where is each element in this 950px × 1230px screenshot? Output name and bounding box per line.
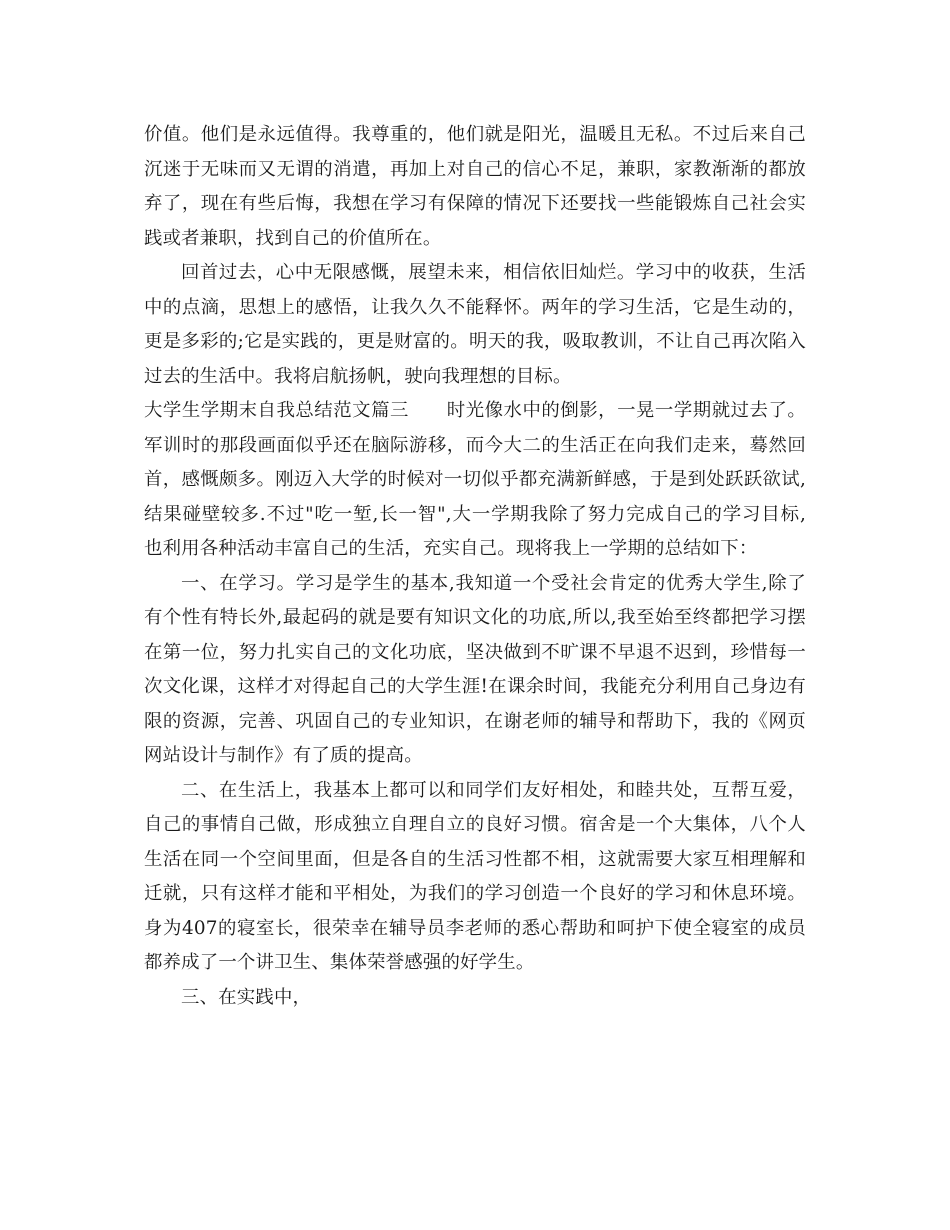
section-heading-line: 大学生学期末自我总结范文篇三 时光像水中的倒影，一晃一学期就过去了。 [144, 400, 806, 421]
text-line: 过去的生活中。我将启航扬帆，驶向我理想的目标。 [144, 365, 572, 387]
paragraph-first-line: 一、在学习。学习是学生的基本,我知道一个受社会肯定的优秀大学生,除了 [181, 572, 806, 594]
paragraph-first-line: 三、在实践中， [181, 986, 312, 1008]
text-line: 网站设计与制作》有了质的提高。 [144, 745, 423, 766]
text-line: 首，感慨颇多。刚迈入大学的时候对一切似乎都充满新鲜感，于是到处跃跃欲试, [144, 469, 806, 490]
text-line: 沉迷于无味而又无谓的消遣，再加上对自己的信心不足，兼职，家教渐渐的都放 [144, 158, 806, 180]
text-line: 身为407的寝室长，很荣幸在辅导员李老师的悉心帮助和呵护下使全寝室的成员 [144, 917, 806, 939]
text-line: 生活在同一个空间里面，但是各自的生活习性都不相，这就需要大家互相理解和 [144, 848, 806, 870]
text-line: 军训时的那段画面似乎还在脑际游移，而今大二的生活正在向我们走来，蓦然回 [144, 434, 806, 456]
text-line: 也利用各种活动丰富自己的生活，充实自己。现将我上一学期的总结如下： [144, 538, 758, 559]
text-line: 有个性有特长外,最起码的就是要有知识文化的功底,所以,我至始至终都把学习摆 [144, 607, 806, 628]
text-line: 在第一位，努力扎实自己的文化功底，坚决做到不旷课不早退不迟到，珍惜每一 [144, 641, 806, 663]
text-line: 都养成了一个讲卫生、集体荣誉感强的好学生。 [144, 952, 535, 973]
text-line: 自己的事情自己做，形成独立自理自立的良好习惯。宿舍是一个大集体，八个人 [144, 814, 806, 835]
document-page [144, 118, 806, 1015]
text-line: 迁就，只有这样才能和平相处，为我们的学习创造一个良好的学习和休息环境。 [144, 883, 806, 904]
text-line: 次文化课，这样才对得起自己的大学生涯!在课余时间，我能充分利用自己身边有 [144, 676, 806, 697]
text-line: 中的点滴，思想上的感悟，让我久久不能释怀。两年的学习生活，它是生动的， [144, 296, 806, 318]
text-line: 践或者兼职，找到自己的价值所在。 [144, 227, 442, 249]
text-line: 弃了，现在有些后悔，我想在学习有保障的情况下还要找一些能锻炼自己社会实 [144, 193, 806, 214]
text-line: 结果碰壁较多.不过"吃一堑,长一智",大一学期我除了努力完成自己的学习目标, [144, 503, 806, 525]
text-line: 价值。他们是永远值得。我尊重的，他们就是阳光，温暖且无私。不过后来自己 [144, 124, 806, 145]
text-line: 限的资源，完善、巩固自己的专业知识，在谢老师的辅导和帮助下，我的《网页 [144, 710, 806, 732]
paragraph-first-line: 回首过去，心中无限感慨，展望未来，相信依旧灿烂。学习中的收获，生活 [181, 262, 806, 283]
paragraph-first-line: 二、在生活上，我基本上都可以和同学们友好相处，和睦共处，互帮互爱， [181, 779, 806, 801]
text-line: 更是多彩的;它是实践的，更是财富的。明天的我，吸取教训，不让自己再次陷入 [144, 331, 806, 352]
